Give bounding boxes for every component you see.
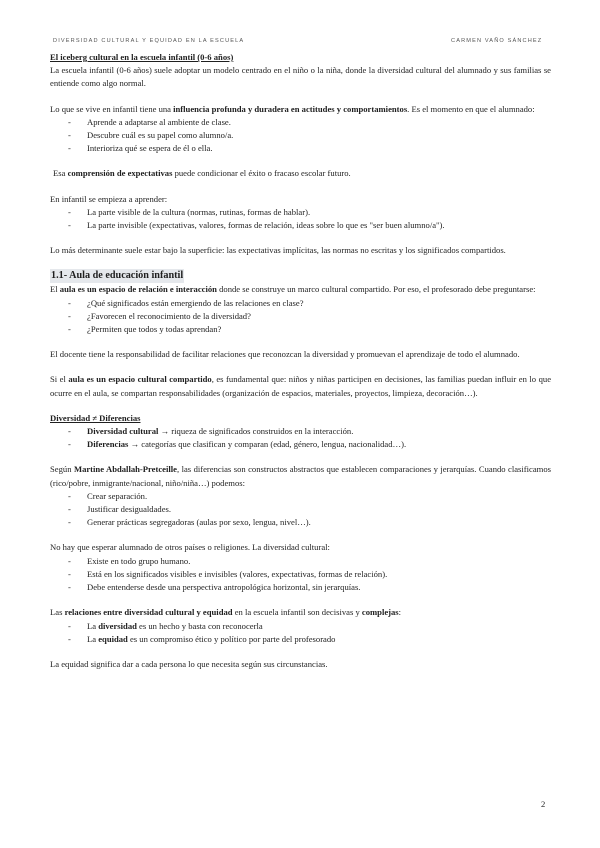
aula-paragraph-2: El docente tiene la responsabilidad de facilitar relaciones que reconozcan la diversidad y promuevan el aprendizaje de todo el alumnado. [50,349,520,360]
list-item: - ¿Qué significados están emergiendo de las relaciones en clase? [50,297,551,310]
aula-heading [50,269,551,283]
emphasis: complejas [361,607,399,618]
dash-bullet: - [68,220,71,231]
diversidad-paragraph-1: Según Martine Abdallah-Pretceille, las diferencias son constructos abstractos que establecen comparaciones y jerarquías. Cuando clasificamos (rico/pobre, inmigrante/nacional, niño/niña…) podemos: [50,464,551,488]
iceberg-paragraph-2: Lo que se vive en infantil tiene una influencia profunda y duradera en actitudes y comportamientos. Es el momento en que el alumnado: [50,103,535,114]
diversidad-paragraph-2: No hay que esperar alumnado de otros países o religiones. La diversidad cultural: [50,542,330,553]
diversidad-definitions [50,425,551,451]
diversidad-heading [50,412,551,425]
list-item: - Debe entenderse desde una perspectiva antropológica horizontal, sin jerarquías. [50,581,551,594]
dash-bullet: - [68,130,71,141]
list-item: - Existe en todo grupo humano. [50,555,551,568]
author-name: Martine Abdallah-Pretceille [73,464,177,475]
dash-bullet: - [68,517,71,528]
diversidad-paragraph-4: La equidad significa dar a cada persona lo que necesita según sus circunstancias. [50,658,328,669]
list-item: - La equidad es un compromiso ético y político por parte del profesorado [50,633,551,646]
emphasis: aula es un espacio de relación e interacción [59,284,217,295]
dash-bullet: - [68,568,71,579]
dash-bullet: - [68,555,71,566]
running-header-left: DIVERSIDAD CULTURAL Y EQUIDAD EN LA ESCUELA [53,38,245,44]
diversidad-list-1 [50,490,551,530]
emphasis: influencia profunda y duradera en actitudes y comportamientos [173,103,408,114]
list-item: - ¿Permiten que todos y todas aprendan? [50,323,551,336]
iceberg-paragraph-5: Lo más determinante suele estar bajo la superficie: las expectativas implícitas, las normas no escritas y los significados compartidos. [50,245,506,256]
diversidad-list-2 [50,555,551,595]
list-item: - Está en los significados visibles e invisibles (valores, expectativas, formas de relación). [50,568,551,581]
list-item: - ¿Favorecen el reconocimiento de la diversidad? [50,310,551,323]
iceberg-intro: La escuela infantil (0-6 años) suele adoptar un modelo centrado en el niño o la niña, donde la diversidad cultural del alumnado y sus familias se entiende como algo normal. [50,65,551,89]
iceberg-list-2 [50,206,551,232]
list-item: - La diversidad es un hecho y basta con reconocerla [50,620,551,633]
dash-bullet: - [68,206,71,217]
dash-bullet: - [68,143,71,154]
diversidad-paragraph-3: Las relaciones entre diversidad cultural y equidad en la escuela infantil son decisivas y complejas: [50,607,402,618]
aula-paragraph-3: Si el aula es un espacio cultural compartido, es fundamental que: niños y niñas participen en decisiones, las familias puedan influir en lo que ocurre en el aula, se compartan responsabilidades (organización de espacios, materiales, proyectos, limpieza, decoración…). [50,374,552,398]
list-item: - Interioriza qué se espera de él o ella. [50,142,551,155]
aula-paragraph-1: El aula es un espacio de relación e interacción donde se construye un marco cultural compartido. Por eso, el profesorado debe preguntarse: [50,284,536,295]
aula-question-list [50,297,551,337]
list-item: - Justificar desigualdades. [50,503,551,516]
list-item: - Diferencias → categorías que clasifican y comparan (edad, género, lengua, nacionalidad…). [50,438,551,451]
iceberg-paragraph-4: En infantil se empieza a aprender: [50,193,168,204]
dash-bullet: - [68,504,71,515]
list-item: - Aprende a adaptarse al ambiente de clase. [50,116,551,129]
document-body [50,51,551,671]
dash-bullet: - [68,116,71,127]
iceberg-paragraph-3: Esa comprensión de expectativas puede condicionar el éxito o fracaso escolar futuro. [53,168,351,179]
dash-bullet: - [68,490,71,501]
list-item: - Generar prácticas segregadoras (aulas por sexo, lengua, nivel…). [50,516,551,529]
dash-bullet: - [68,439,71,450]
dash-bullet: - [68,633,71,644]
list-item: - Descubre cuál es su papel como alumno/a. [50,129,551,142]
diversidad-title: Diversidad ≠ Diferencias [50,412,141,423]
emphasis: relaciones entre diversidad cultural y equidad [64,607,233,618]
page-number: 2 [541,799,546,809]
emphasis: aula es un espacio cultural compartido [68,374,212,385]
dash-bullet: - [68,620,71,631]
running-header-right: CARMEN VAÑO SÁNCHEZ [451,38,543,44]
diversidad-list-3 [50,620,551,646]
list-item: - Diversidad cultural → riqueza de significados construidos en la interacción. [50,425,551,438]
section-title: 1.1- Aula de educación infantil [51,270,184,282]
iceberg-list-1 [50,116,551,156]
emphasis: comprensión de expectativas [67,168,173,179]
dash-bullet: - [68,310,71,321]
dash-bullet: - [68,582,71,593]
list-item: - La parte invisible (expectativas, valores, formas de relación, ideas sobre lo que es "ser buen alumno/a"). [50,219,551,232]
dash-bullet: - [68,297,71,308]
list-item: - Crear separación. [50,490,551,503]
dash-bullet: - [68,324,71,335]
iceberg-title: El iceberg cultural en la escuela infantil (0-6 años) [50,52,234,62]
dash-bullet: - [68,426,71,437]
iceberg-heading [50,51,551,64]
list-item: - La parte visible de la cultura (normas, rutinas, formas de hablar). [50,206,551,219]
